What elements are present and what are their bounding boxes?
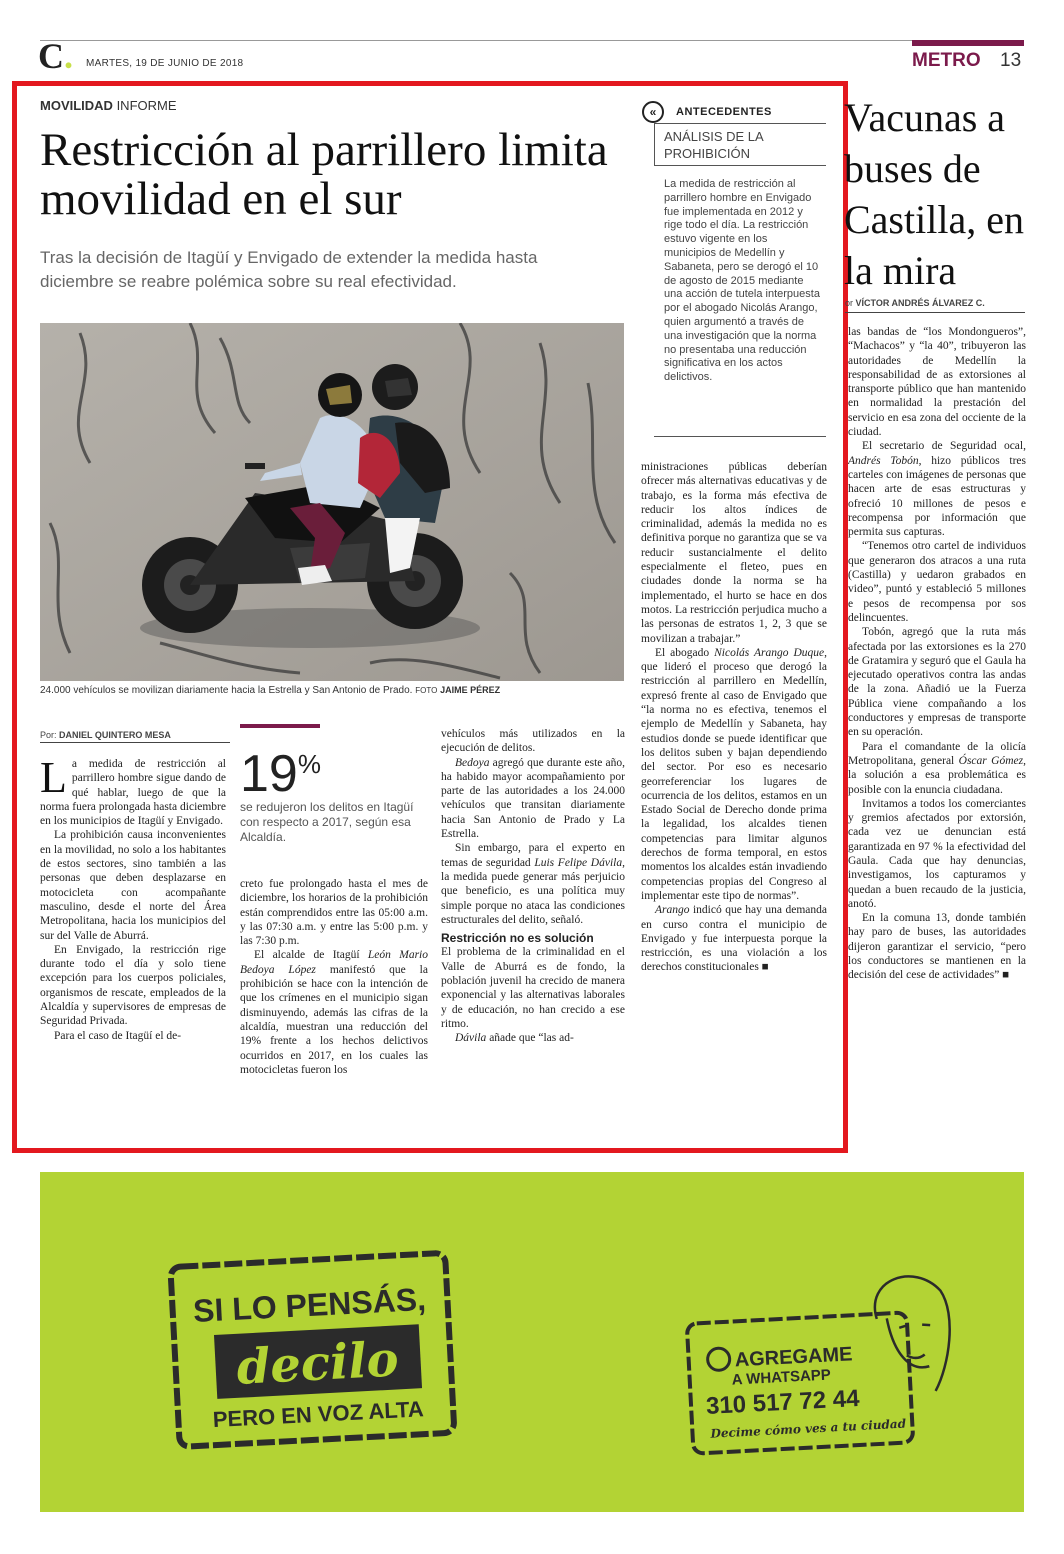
photo-caption — [40, 685, 630, 696]
paragraph — [441, 841, 625, 927]
text: Sin embargo, para el experto en temas de seguridad — [441, 842, 625, 869]
paragraph: “Tenemos otro cartel de individuos que generaron dos atracos a una ruta (Castilla) y uedaron grabados en video”, puntó y estableció 5 millones e pesos de recompensa por sos delincuentes. — [848, 540, 1026, 624]
paragraph — [848, 740, 1026, 797]
text: indicó que hay una demanda en curso contra el municipio de Envigado y fue interpuesta porque la restricción, es una violación a los derechos constitucionales — [641, 904, 827, 974]
section-accent-bar — [912, 40, 1024, 46]
text: El alcalde de Itagüí — [254, 949, 368, 962]
stat-figure — [240, 737, 321, 801]
photo-credit: JAIME PÉREZ — [440, 685, 501, 695]
paragraph: Invitamos a todos los comerciantes y gremios afectados por extorsión, cada vez ue denuncian está garantizada en 97 % la efectividad del Gaula. Cada que hay denuncias, investigamos, los capturamos y quedan a buen recaudo de la justicia, anotó. — [848, 797, 1026, 910]
side-article-byline — [845, 298, 985, 308]
person-name: León Mario Bedoya López — [240, 949, 428, 976]
text: manifestó que la prohibición se hace con la intención de que los crímenes en el municipio sigan disminuyendo, además las cifras de la alcaldía, muestran una reducción del 19% frente a los hechos delictivos ocurridos en 2017, en los cuales las motocicletas fueron los — [240, 963, 428, 1076]
article-deck: Tras la decisión de Itagüí y Envigado de extender la medida hasta diciembre se reabre polémica sobre su real efectividad. — [40, 248, 538, 291]
ad-phone-number: 310 517 72 44 — [705, 1384, 861, 1420]
paragraph: ministraciones públicas deberían ofrecer más alternativas educativas y de trabajo, es la forma más efectiva de reducir los altos índices de criminalidad, además la medida no es definitiva porque no garantiza que se va reducir sustancialmente el delito especialmente el fleteo, pues en ciudades donde la norma se ha implementado, el hurto se hace en dos motos. La restricción perjudica mucho a las personas de estratos 1, 2, 3 que se movilizan a trabajar.” — [641, 461, 827, 645]
text: El secretario de Seguridad ocal, — [862, 440, 1026, 453]
motorcycle-photo — [40, 323, 624, 681]
sidebar-rule — [654, 123, 826, 124]
side-article-headline: Vacunas a buses de Castilla, en la mira — [844, 95, 1024, 293]
byline-name: VÍCTOR ANDRÉS ÁLVAREZ C. — [855, 298, 985, 308]
paragraph: El problema de la criminalidad en el Valle de Aburrá es de fondo, la población juvenil ha crecido de manera exponencial y las alternativas laborales y de educación, no han crecido a ese ritmo. — [441, 946, 625, 1030]
caption-text: 24.000 vehículos se movilizan diariamente hacia la Estrella y San Antonio de Prado. — [40, 685, 413, 696]
woman-illustration — [873, 1274, 953, 1394]
person-name: Arango — [655, 904, 690, 917]
ad-whatsapp-line1: AGREGAME — [734, 1343, 853, 1372]
kicker-topic: MOVILIDAD — [40, 98, 113, 113]
person-name: Óscar Gómez — [958, 754, 1024, 767]
paragraph: Tobón, agregó que la ruta más afectada por las extorsiones es la 270 de Gratamira y seguró que el Gaula ha ejecutado operativos contra las andas de la zona. Añadió ue la Fuerza Pública viene compañando a los conductores y empresas de transporte en su operación. — [848, 626, 1026, 739]
byline-rule — [40, 742, 230, 743]
ad-tagline: Decime cómo ves a tu ciudad — [710, 1416, 907, 1441]
article-photo — [40, 323, 624, 681]
person-name: Bedoya — [455, 756, 490, 769]
paragraph — [441, 1031, 625, 1045]
paragraph — [641, 903, 827, 974]
article-kicker — [40, 98, 177, 113]
ad-headline-line2: decilo — [235, 1331, 400, 1396]
text: Para el comandante de la olicía Metropolitana, general — [848, 740, 1026, 767]
paragraph: las bandas de “los Mondongueros”, “Machacos” y “la 40”, tribuyeron las autoridades de Medellín la responsabilidad de as extorsiones al transporte público que han mantenido en normalidad la prestación del servicio en esa zona del occiente de la ciudad. — [848, 326, 1026, 439]
double-chevron-left-icon: « — [642, 101, 664, 123]
person-name: Nicolás Arango Duque — [714, 646, 825, 659]
side-article-body — [848, 325, 1026, 1133]
paragraph — [240, 948, 428, 1077]
stat-accent-bar — [240, 724, 320, 728]
text: El abogado — [655, 646, 715, 659]
article-column-3 — [441, 727, 625, 1046]
ad-whatsapp-line2: A WHATSAPP — [731, 1366, 832, 1389]
text: , hizo públicos tres carteles con imágenes de personas que hacen arte de esas estructuras y ofreció 10 millones de pesos e recompensa por información que permita sus capturas. — [848, 454, 1026, 539]
kicker-type: INFORME — [112, 98, 177, 113]
sidebar-subtitle: ANÁLISIS DE LA PROHIBICIÓN — [664, 129, 763, 161]
byline-name: DANIEL QUINTERO MESA — [59, 730, 171, 740]
sidebar-title: ANTECEDENTES — [676, 106, 772, 118]
article-column-4 — [641, 460, 827, 975]
end-mark-icon: ■ — [761, 961, 769, 974]
ad-headline-line1: SI LO PENSÁS, — [192, 1280, 427, 1330]
article-byline — [40, 730, 171, 740]
stat-unit: % — [297, 749, 321, 779]
paragraph: vehículos más utilizados en la ejecución de delitos. — [441, 728, 625, 755]
paragraph — [848, 911, 1026, 982]
whatsapp-icon — [707, 1348, 730, 1371]
person-name: Dávila — [455, 1032, 487, 1045]
person-name: Andrés Tobón — [848, 454, 919, 467]
newspaper-logo: C. — [38, 36, 73, 76]
sidebar-vertical-rule — [654, 123, 655, 165]
sidebar-body: La medida de restricción al parrillero hombre en Envigado fue implementada en 2012 y rige todo el día. La restricción estuvo vigente en los municipios de Medellín y Sabaneta, pero se derogó el 10 de agosto de 2015 mediante una acción de tutela interpuesta por el abogado Nicolás Arango, quien argumentó a través de una investigación que la norma no presentaba una reducción significativa en los actos delictivos. — [664, 178, 820, 384]
drop-cap: L — [40, 753, 67, 802]
paragraph: La prohibición causa inconvenientes en la movilidad, no solo a los habitantes de estos sectores, sino también a las personas que deben desplazarse en motocicleta con acompañante masculino, desde el norte del Área Metropolitana, hacia los municipios del sur del Valle de Aburrá. — [40, 829, 226, 942]
header-rule — [40, 40, 1024, 41]
paragraph: a medida de restricción al parrillero hombre sigue dando de qué hablar, luego de que la norma fuera prolongada hasta diciembre en los municipios de Itagüí y Envigado. — [40, 758, 226, 828]
byline-label: or — [845, 298, 854, 308]
photo-credit-label: FOTO — [415, 686, 438, 695]
paragraph — [641, 646, 827, 903]
ad-headline-line3: PERO EN VOZ ALTA — [212, 1396, 425, 1433]
end-mark-icon: ■ — [1002, 969, 1010, 982]
article-headline: Restricción al parrillero limita movilidad en el sur — [40, 124, 608, 225]
issue-date: MARTES, 19 DE JUNIO DE 2018 — [86, 58, 244, 69]
byline-label: Por: — [40, 730, 57, 740]
person-name: Luis Felipe Dávila — [534, 856, 623, 869]
text: añade que “las ad- — [486, 1032, 574, 1045]
article-column-2 — [240, 877, 428, 1077]
text: En la comuna 13, donde también hay paro de buses, las autoridades dijeron garantizar el servicio, “pero los conductores se mantienen en la decisión del cese de actividades” — [848, 912, 1026, 982]
paragraph — [848, 439, 1026, 539]
paragraph — [441, 756, 625, 842]
article-column-1 — [40, 753, 226, 1043]
text: , que lideró el proceso que derogó la restricción al parrillero en Medellín, expresó frente al caso de Envigado que “la norma no es efectiva, tenemos el ejemplo de Medellín y Sabaneta, hay estudios donde se puede identificar que los delitos suben y bajan dependiendo del sector. Por eso es necesario georreferenciar los lugares de ocurrencia de los delitos, estamos en un Estado Social de Derecho donde prima la legalidad, los alcaldes tienen competencias para limitar algunos derechos de forma temporal, en estos momentos los alcaldes están invadiendo competencias propias del Congreso al implementar este tipo de normas”. — [641, 646, 827, 902]
ad-artwork — [40, 1172, 1024, 1512]
paragraph: En Envigado, la restricción rige durante todo el día y solo tiene excepción para los cuerpos policiales, organismos de rescate, empleados de la Alcaldía y supervisores de empresas de Seguridad Privada. — [40, 943, 226, 1028]
sidebar-rule — [654, 165, 826, 166]
sidebar-rule — [654, 436, 826, 437]
subheading: Restricción no es solución — [441, 931, 594, 946]
paragraph: Para el caso de Itagüí el de- — [54, 1029, 182, 1042]
text: , la solución a esa problemática es posible con la enuncia ciudadana. — [848, 754, 1026, 796]
byline-rule — [845, 312, 1025, 313]
advertisement — [40, 1172, 1024, 1512]
stat-description: se redujeron los delitos en Itagüí con respecto a 2017, según esa Alcaldía. — [240, 800, 414, 844]
section-name: METRO — [912, 50, 981, 71]
text: , la medida puede generar más perjuicio que beneficio, es una política muy simple porque no ataca las condiciones estructurales del delito, señaló. — [441, 856, 625, 926]
text: agregó que durante este año, ha habido mayor acompañamiento por parte de las autoridades a los 24.000 vehículos que transitan diariamente hacia San Antonio de Prado y La Estrella. — [441, 756, 625, 841]
page-number: 13 — [1000, 50, 1022, 71]
stat-number: 19 — [240, 745, 298, 803]
paragraph: creto fue prolongado hasta el mes de diciembre, los horarios de la prohibición están comprendidos entre las 05:00 a.m. y las 07:30 a.m. y entre las 5:00 p.m. y las 7:30 p.m. — [240, 878, 428, 948]
